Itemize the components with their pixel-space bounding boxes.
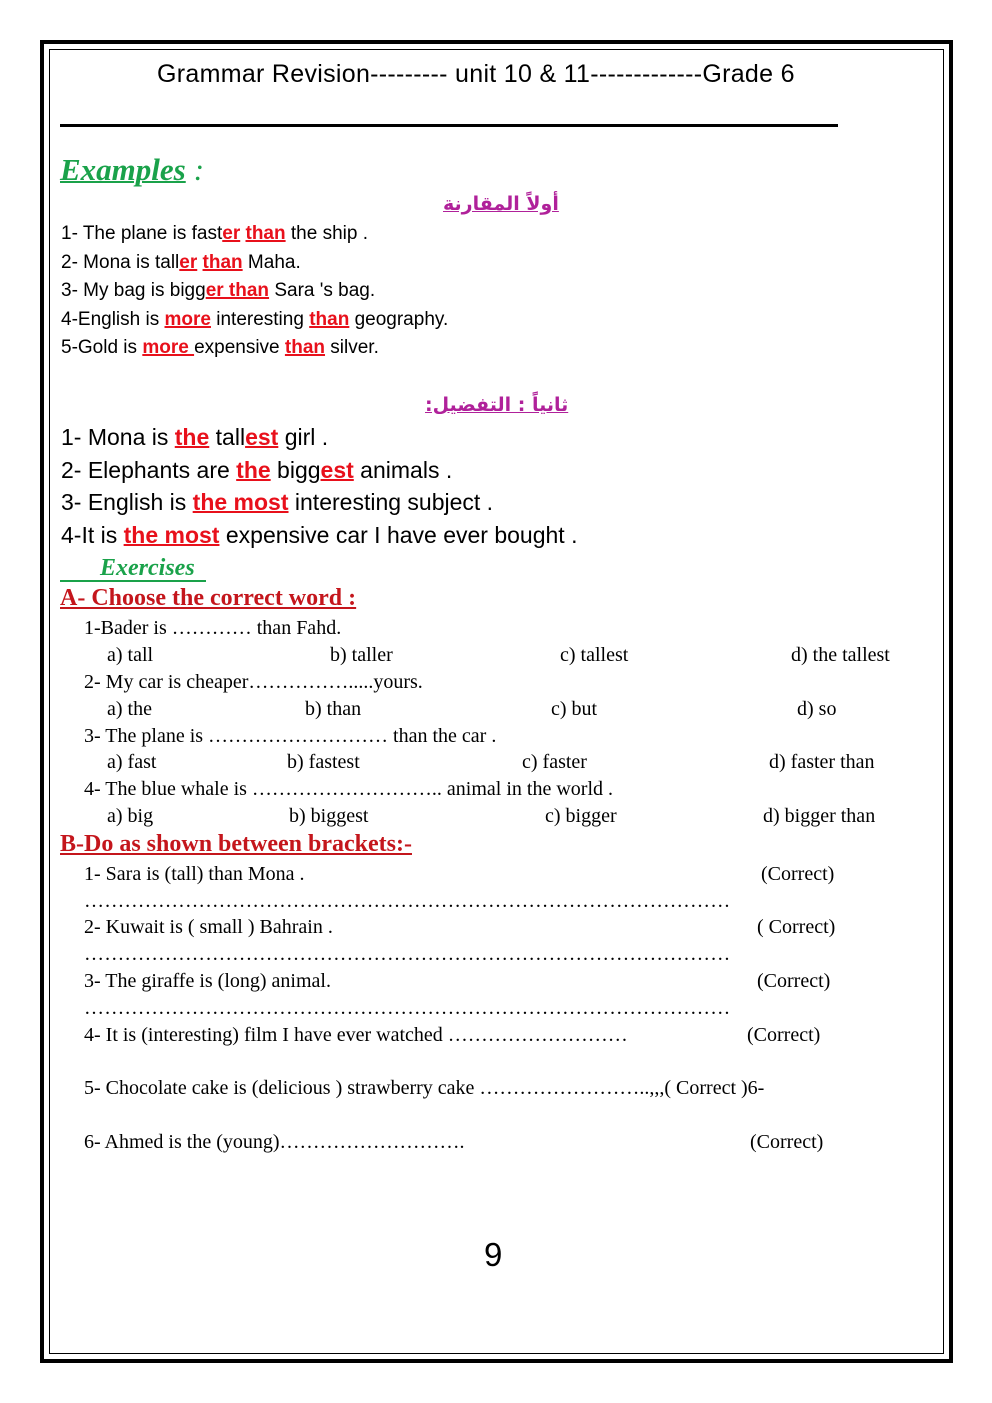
q2-option-a: a) the	[107, 698, 152, 720]
q4-option-c: c) bigger	[545, 805, 617, 827]
q4-option-d: d) bigger than	[763, 805, 876, 827]
question-3: 3- The plane is ……………………… than the car .	[84, 725, 497, 747]
q2-option-d: d) so	[797, 698, 837, 720]
question-4: 4- The blue whale is ……………………….. animal in the world .	[84, 778, 613, 800]
exercises-heading: Exercises	[100, 555, 195, 581]
q1-option-d: d) the tallest	[791, 644, 890, 666]
q2-option-c: c) but	[551, 698, 598, 720]
q2-option-b: b) than	[305, 698, 362, 720]
section-a-title: A- Choose the correct word :	[60, 585, 357, 611]
transform-item-6-tag: (Correct)	[750, 1131, 824, 1153]
page-number: 9	[484, 1236, 503, 1273]
q4-option-a: a) big	[107, 805, 154, 827]
q1-option-c: c) tallest	[560, 644, 629, 666]
header-divider	[60, 124, 838, 127]
superlative-example-2: 2- Elephants are the biggest animals .	[61, 457, 453, 483]
transform-item-6: 6- Ahmed is the (young)……………………….	[84, 1131, 465, 1153]
transform-item-5: 5- Chocolate cake is (delicious ) strawberry cake ……………………..,,,( Correct )6-	[84, 1077, 765, 1099]
transform-item-4-tag: (Correct)	[747, 1024, 821, 1046]
q4-option-b: b) biggest	[289, 805, 369, 827]
q1-option-a: a) tall	[107, 644, 154, 666]
question-2: 2- My car is cheaper…………….....yours.	[84, 671, 423, 693]
q3-option-b: b) fastest	[287, 751, 360, 773]
examples-heading: Examples :	[60, 152, 205, 187]
question-1: 1-Bader is ………… than Fahd.	[84, 617, 342, 639]
transform-item-1-tag: (Correct)	[761, 863, 835, 885]
transform-item-1: 1- Sara is (tall) than Mona .	[84, 863, 305, 885]
answer-line-3: ……………………………………………………………………………………	[84, 997, 731, 1019]
superlative-example-4: 4-It is the most expensive car I have ever bought .	[61, 522, 578, 548]
q3-option-a: a) fast	[107, 751, 157, 773]
q3-option-d: d) faster than	[769, 751, 875, 773]
answer-line-1: ……………………………………………………………………………………	[84, 890, 731, 912]
comparative-example-3: 3- My bag is bigger than Sara 's bag.	[61, 280, 376, 301]
comparative-example-2: 2- Mona is taller than Maha.	[61, 252, 301, 273]
q1-option-b: b) taller	[330, 644, 393, 666]
transform-item-2: 2- Kuwait is ( small ) Bahrain .	[84, 916, 333, 938]
header-title: Grammar Revision--------- unit 10 & 11-------------Grade 6	[157, 60, 795, 88]
superlative-example-3: 3- English is the most interesting subject .	[61, 489, 494, 515]
q3-option-c: c) faster	[522, 751, 587, 773]
section-b-title: B-Do as shown between brackets:-	[60, 831, 412, 857]
comparative-example-5: 5-Gold is more expensive than silver.	[61, 337, 379, 358]
superlative-title: ثانياً : التفضيل:	[425, 394, 569, 416]
transform-item-3: 3- The giraffe is (long) animal.	[84, 970, 331, 992]
answer-line-2: ……………………………………………………………………………………	[84, 943, 731, 965]
comparative-example-1: 1- The plane is faster than the ship .	[61, 223, 368, 244]
transform-item-3-tag: (Correct)	[757, 970, 831, 992]
transform-item-4: 4- It is (interesting) film I have ever watched ………………………	[84, 1024, 628, 1046]
comparative-title: أولاً المقارنة	[443, 193, 559, 215]
transform-item-2-tag: ( Correct)	[757, 916, 836, 938]
comparative-example-4: 4-English is more interesting than geography.	[61, 309, 449, 330]
superlative-example-1: 1- Mona is the tallest girl .	[61, 424, 329, 450]
